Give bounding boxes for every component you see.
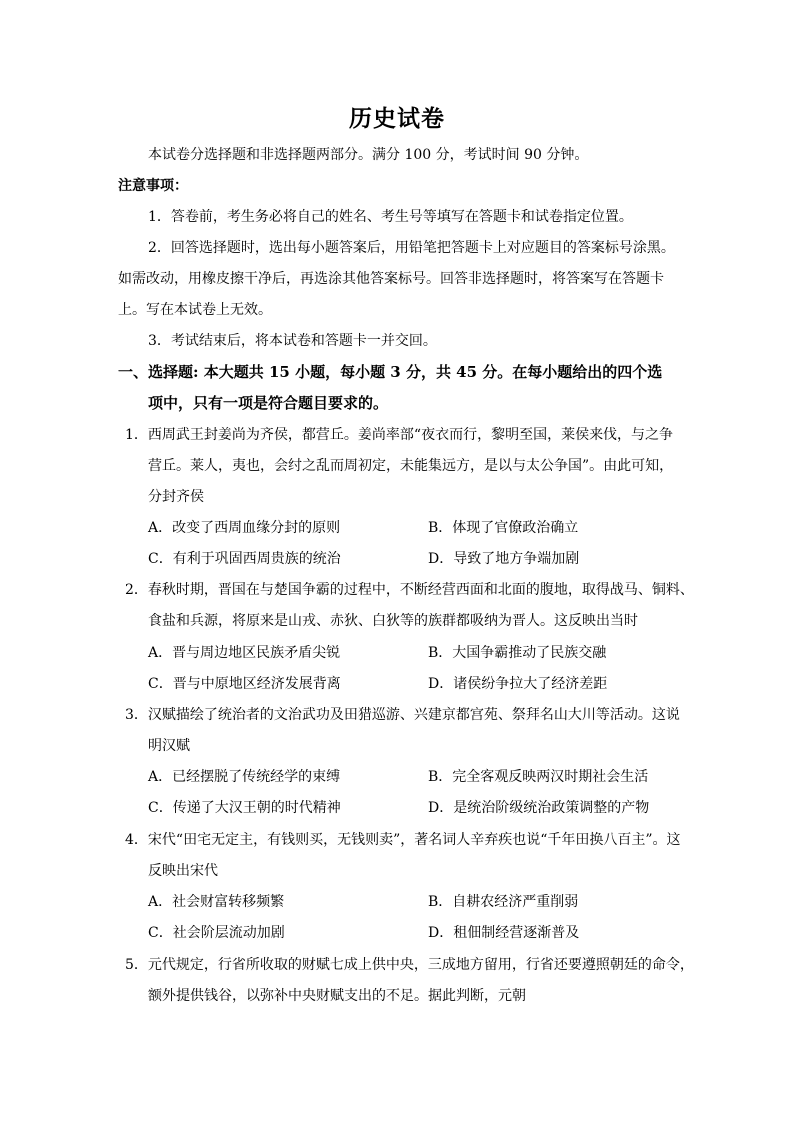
intro-text: 本试卷分选择题和非选择题两部分。满分 100 分，考试时间 90 分钟。: [148, 147, 589, 163]
question-1-option-a: A．改变了西周血缘分封的原则: [148, 520, 341, 536]
notice-item: 3．考试结束后，将本试卷和答题卡一并交回。: [148, 333, 437, 349]
question-5-stem: 额外提供钱谷，以弥补中央财赋支出的不足。据此判断，元朝: [148, 988, 526, 1004]
notice-item-continued: 上。写在本试卷上无效。: [118, 302, 272, 318]
section-heading-continued: 项中，只有一项是符合题目要求的。: [148, 394, 389, 412]
question-1-stem: 营丘。莱人，夷也，会纣之乱而周初定，未能集远方，是以与太公争国”。由此可知，: [148, 458, 674, 474]
question-5-stem: 5．元代规定，行省所收取的财赋七成上供中央，三成地方留用，行省还要遵照朝廷的命令，: [125, 957, 694, 973]
question-2-option-c: C．晋与中原地区经济发展背离: [148, 676, 341, 692]
question-1-stem: 分封齐侯: [148, 489, 204, 505]
question-2-stem: 食盐和兵源，将原来是山戎、赤狄、白狄等的族群都吸纳为晋人。这反映出当时: [148, 613, 638, 629]
question-3-option-b: B．完全客观反映两汉时期社会生活: [428, 769, 649, 785]
question-3-option-a: A．已经摆脱了传统经学的束缚: [148, 769, 341, 785]
question-4-option-d: D．租佃制经营逐渐普及: [428, 925, 580, 941]
page-title: 历史试卷: [349, 105, 445, 132]
question-4-stem: 4．宋代“田宅无定主，有钱则买，无钱则卖”，著名词人辛弃疾也说“千年田换八百主”。这: [125, 832, 681, 848]
question-2-stem: 2．春秋时期，晋国在与楚国争霸的过程中，不断经营西面和北面的腹地，取得战马、铜料、: [125, 582, 694, 598]
question-1-option-d: D．导致了地方争端加剧: [428, 551, 580, 567]
question-4-option-a: A．社会财富转移频繁: [148, 894, 285, 910]
question-1-option-b: B．体现了官僚政治确立: [428, 520, 579, 536]
notice-item-continued: 如需改动，用橡皮擦干净后，再选涂其他答案标号。回答非选择题时，将答案写在答题卡: [118, 271, 664, 287]
question-3-stem: 明汉赋: [148, 738, 190, 754]
question-3-option-d: D．是统治阶级统治政策调整的产物: [428, 800, 650, 816]
question-2-option-b: B．大国争霸推动了民族交融: [428, 645, 607, 661]
question-1-option-c: C．有利于巩固西周贵族的统治: [148, 551, 341, 567]
notice-heading: 注意事项：: [118, 178, 188, 194]
question-4-stem: 反映出宋代: [148, 863, 218, 879]
question-4-option-c: C．社会阶层流动加剧: [148, 925, 285, 941]
question-3-option-c: C．传递了大汉王朝的时代精神: [148, 800, 341, 816]
question-1-stem: 1．西周武王封姜尚为齐侯，都营丘。姜尚率部“夜衣而行，黎明至国，莱侯来伐，与之争: [125, 427, 674, 443]
question-2-option-a: A．晋与周边地区民族矛盾尖锐: [148, 645, 341, 661]
question-4-option-b: B．自耕农经济严重削弱: [428, 894, 579, 910]
section-heading: 一、选择题: 本大题共 15 小题，每小题 3 分，共 45 分。在每小题给出的四个选: [118, 363, 663, 381]
notice-item: 2．回答选择题时，选出每小题答案后，用铅笔把答题卡上对应题目的答案标号涂黑。: [148, 240, 675, 256]
question-3-stem: 3．汉赋描绘了统治者的文治武功及田猎巡游、兴建京都宫苑、祭拜名山大川等活动。这说: [125, 707, 680, 723]
notice-item: 1．答卷前，考生务必将自己的姓名、考生号等填写在答题卡和试卷指定位置。: [148, 209, 633, 225]
question-2-option-d: D．诸侯纷争拉大了经济差距: [428, 676, 608, 692]
